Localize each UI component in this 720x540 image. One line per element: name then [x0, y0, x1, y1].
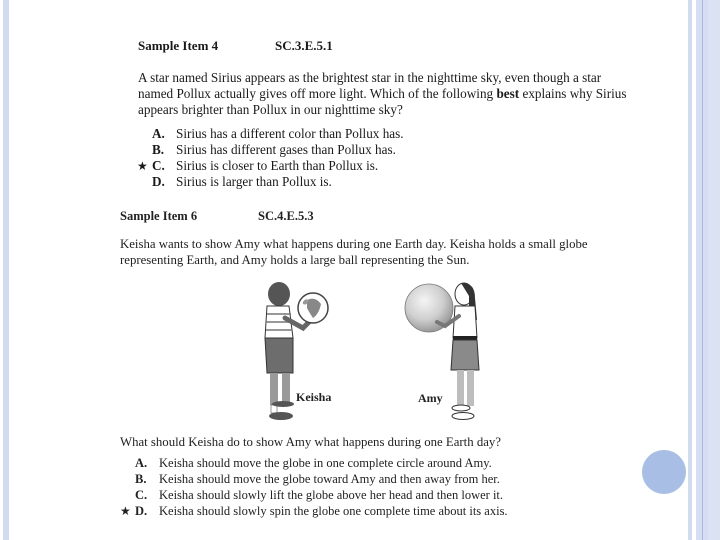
- item6-choices: [120, 455, 508, 519]
- amy-label: Amy: [418, 391, 443, 405]
- item6-label: Sample Item 6: [120, 209, 198, 223]
- amy-skirt: [451, 340, 479, 370]
- amy-shirt: [453, 306, 477, 338]
- item6-choice-c: [135, 487, 508, 503]
- correct-answer-star-icon: ★: [137, 159, 148, 173]
- choice-letter: C.: [135, 488, 148, 502]
- choice-letter: B.: [152, 142, 165, 157]
- item6-choice-a: [135, 455, 508, 471]
- item6-choice-d: [120, 503, 508, 519]
- item4-choice-b: [152, 142, 404, 158]
- choice-letter: B.: [135, 472, 147, 486]
- choice-text: Sirius has different gases than Pollux has.: [176, 142, 396, 157]
- choice-letter: C.: [152, 158, 165, 173]
- choice-letter: D.: [135, 504, 148, 518]
- item4-choices: [137, 126, 404, 190]
- choice-text: Keisha should slowly lift the globe above her head and then lower it.: [159, 488, 504, 502]
- right-border-band-outer: [708, 0, 720, 540]
- item4-label: Sample Item 4: [138, 38, 219, 53]
- item6-question: What should Keisha do to show Amy what happens during one Earth day?: [120, 435, 501, 449]
- choice-text: Sirius is larger than Pollux is.: [176, 174, 332, 189]
- item6-code: SC.4.E.5.3: [258, 209, 314, 223]
- item6-choice-b: [135, 471, 508, 487]
- choice-letter: A.: [152, 126, 165, 141]
- choice-text: Keisha should move the globe toward Amy and then away from her.: [159, 472, 500, 486]
- decorative-circle: [642, 450, 686, 494]
- item4-choice-d: [152, 174, 404, 190]
- right-border-stripe: [688, 0, 692, 540]
- choice-text: Sirius has a different color than Pollux has.: [176, 126, 404, 141]
- right-border-line: [702, 0, 703, 540]
- item4-question: [138, 70, 638, 118]
- choice-text: Sirius is closer to Earth than Pollux is.: [176, 158, 379, 173]
- left-border-stripe: [3, 0, 9, 540]
- item4-question-text-end: explains why Sirius appears brighter than Pollux in our nighttime sky?: [138, 86, 627, 117]
- keisha-amy-illustration: [255, 278, 485, 426]
- item4-choice-c: [137, 158, 404, 174]
- choice-letter: A.: [135, 456, 148, 470]
- choice-letter: D.: [152, 174, 165, 189]
- keisha-shorts: [265, 338, 293, 373]
- item4-question-text: A star named Sirius appears as the brightest star in the nighttime sky, even though a star named Pollux actually gives off more light. Which of the following: [138, 70, 602, 101]
- choice-text: Keisha should slowly spin the globe one complete time about its axis.: [159, 504, 508, 518]
- item6-header: [120, 209, 314, 224]
- item4-code: SC.3.E.5.1: [275, 38, 333, 53]
- choice-text: Keisha should move the globe in one complete circle around Amy.: [159, 456, 492, 470]
- keisha-label: Keisha: [296, 390, 332, 404]
- item4-choice-a: [152, 126, 404, 142]
- keisha-head: [268, 282, 290, 306]
- item4-header: [138, 38, 333, 54]
- item4-question-emphasis: best: [496, 86, 520, 101]
- item6-intro: Keisha wants to show Amy what happens during one Earth day. Keisha holds a small globe representing Earth, and Amy holds a large ball representing the Sun.: [120, 237, 588, 267]
- correct-answer-star-icon: ★: [120, 504, 131, 518]
